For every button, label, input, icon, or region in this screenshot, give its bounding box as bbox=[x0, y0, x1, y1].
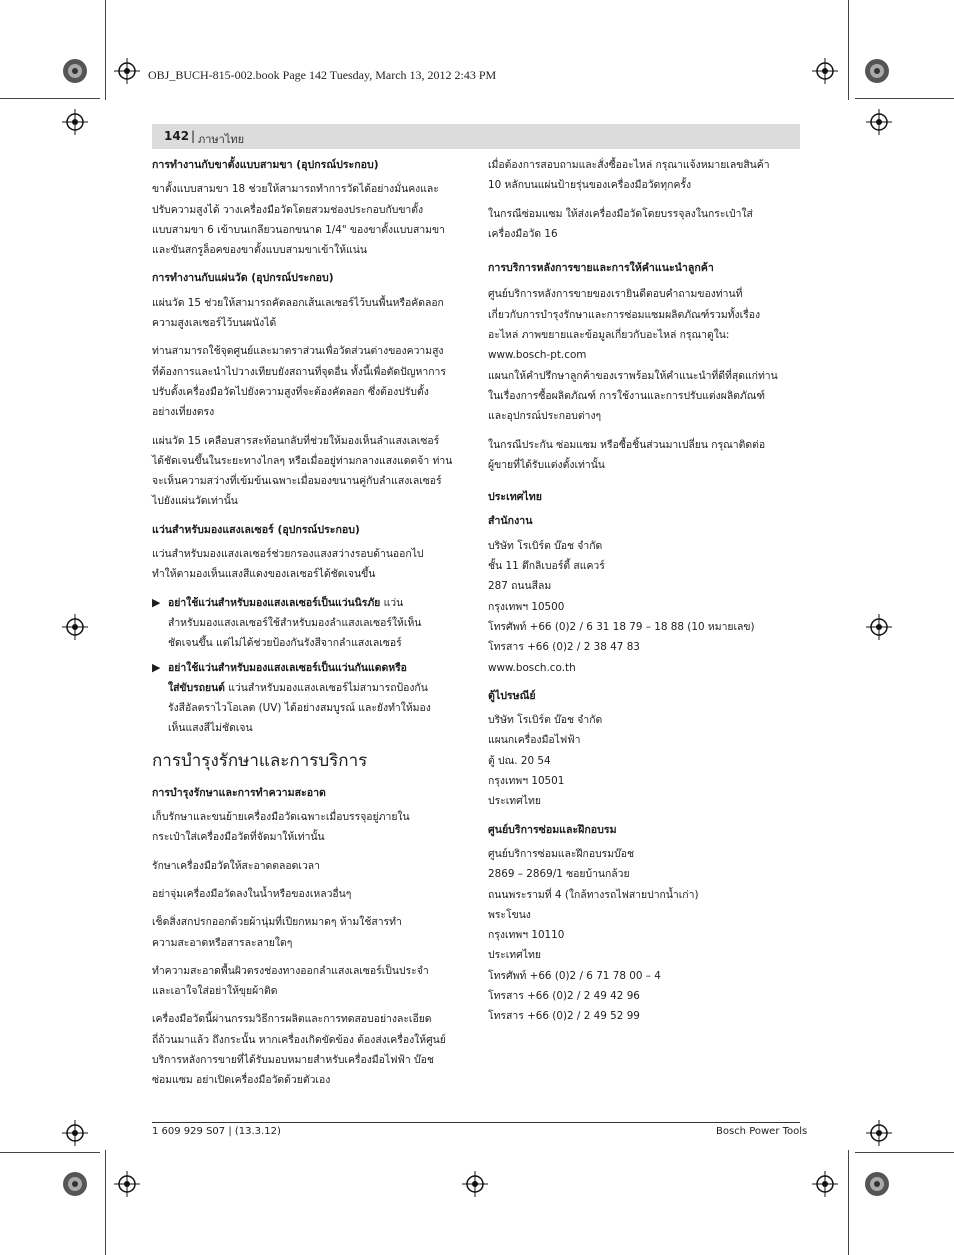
text-line: ศูนย์บริการซ่อมและฝึกอบรมบ๊อช bbox=[488, 847, 634, 860]
text-line: บริษัท โรเบิร์ต บ๊อช จำกัด bbox=[488, 714, 603, 727]
arrow-bullet-icon: ▶ bbox=[152, 660, 161, 674]
service-p1 bbox=[488, 284, 798, 345]
text-line: กรุงเทพฯ 10501 bbox=[488, 775, 565, 788]
service-p2 bbox=[488, 366, 798, 427]
text-line: เครื่องมือวัด 16 bbox=[488, 227, 558, 240]
color-registration-mark-icon bbox=[864, 58, 890, 84]
text-line: เกี่ยวกับการบำรุงรักษาและการซ่อมแซมผลิตภัณฑ์รวมทั้งเรื่อง bbox=[488, 308, 761, 321]
text-line: ถี่ถ้วนมาแล้ว ถึงกระนั้น หากเครื่องเกิดขัดข้อง ต้องส่งเครื่องให้ศูนย์ bbox=[152, 1033, 446, 1046]
spare-parts-paragraph bbox=[488, 155, 798, 196]
service-heading: การบริการหลังการขายและการให้คำแนะนำลูกค้า bbox=[488, 262, 714, 275]
service-p3 bbox=[488, 435, 798, 476]
text-line: กรุงเทพฯ 10500 bbox=[488, 600, 565, 613]
office-address bbox=[488, 536, 798, 678]
crosshair-registration-icon bbox=[62, 109, 88, 135]
footer-brand: Bosch Power Tools bbox=[716, 1126, 808, 1137]
color-registration-mark-icon bbox=[864, 1171, 890, 1197]
bosch-pt-link[interactable] bbox=[488, 345, 798, 365]
country-heading: ประเทศไทย bbox=[488, 491, 542, 504]
text-line: แผนกให้คำปรึกษาลูกค้าของเราพร้อมให้คำแนะนำที่ดีที่สุดแก่ท่าน bbox=[488, 369, 778, 382]
text-line: เห็นแสงสีไม่ชัดเจน bbox=[168, 722, 253, 735]
repair-center-heading: ศูนย์บริการซ่อมและฝึกอบรม bbox=[488, 823, 617, 836]
text-line: ขาตั้งแบบสามขา 18 ช่วยให้สามารถทำการวัดได้อย่างมั่นคงและ bbox=[152, 183, 439, 196]
text-line: ผู้ขายที่ได้รับแต่งตั้งเท่านั้น bbox=[488, 458, 605, 471]
bullet-bold-text: อย่าใช้แว่นสำหรับมองแสงเลเซอร์เป็นแว่นนิรภัย bbox=[168, 596, 381, 609]
tripod-paragraph bbox=[152, 179, 462, 260]
text-line: ประเทศไทย bbox=[488, 795, 541, 808]
repair-center-address bbox=[488, 844, 798, 1027]
arrow-bullet-icon: ▶ bbox=[152, 595, 161, 609]
crop-line bbox=[855, 1152, 954, 1153]
text-line: ทำให้ตามองเห็นแสงสีแดงของเลเซอร์ได้ชัดเจนขึ้น bbox=[152, 568, 376, 581]
text-line: ในกรณีประกัน ซ่อมแซม หรือซื้อชิ้นส่วนมาเปลี่ยน กรุณาติดต่อ bbox=[488, 438, 766, 451]
text-line: เก็บรักษาและขนย้ายเครื่องมือวัดเฉพาะเมื่อบรรจุอยู่ภายใน bbox=[152, 811, 410, 824]
text-line: แว่นสำหรับมองแสงเลเซอร์ช่วยกรองแสงสว่างรอบด้านออกไป bbox=[152, 548, 424, 561]
text-line: รักษาเครื่องมือวัดให้สะอาดตลอดเวลา bbox=[152, 859, 320, 872]
target-plate-p3 bbox=[152, 431, 462, 512]
text-line: บริการหลังการขายที่ได้รับมอบหมายสำหรับเครื่องมือไฟฟ้า บ๊อช bbox=[152, 1053, 434, 1066]
text-line: โทรสาร +66 (0)2 / 2 38 47 83 bbox=[488, 641, 640, 654]
cleaning-p2 bbox=[152, 856, 462, 876]
cleaning-p5 bbox=[152, 961, 462, 1002]
text-line: ศูนย์บริการหลังการขายของเรายินดีตอบคำถามของท่านที่ bbox=[488, 288, 743, 301]
crosshair-registration-icon bbox=[114, 1171, 140, 1197]
text-line: ประเทศไทย bbox=[488, 949, 541, 962]
bosch-th-link[interactable]: www.bosch.co.th bbox=[488, 661, 576, 674]
text-line: ความสูงเลเซอร์ไว้บนผนังได้ bbox=[152, 317, 277, 330]
language-label: ภาษาไทย bbox=[198, 133, 245, 146]
text-line: บริษัท โรเบิร์ต บ๊อช จำกัด bbox=[488, 539, 603, 552]
text-line: ได้ชัดเจนขึ้นในระยะทางไกลๆ หรือเมื่ออยู่ท่ามกลางแสงแดดจ้า ท่าน bbox=[152, 454, 453, 467]
cleaning-p3 bbox=[152, 884, 462, 904]
text-line: เมื่อต้องการสอบถามและสั่งซื้ออะไหล่ กรุณาแจ้งหมายเลขสินค้า bbox=[488, 159, 770, 171]
bullet-bold-text: อย่าใช้แว่นสำหรับมองแสงเลเซอร์เป็นแว่นกันแดดหรือ bbox=[168, 661, 407, 674]
text-line: ปรับความสูงได้ วางเครื่องมือวัดโดยสวมช่องประกอบกับขาตั้ง bbox=[152, 203, 424, 216]
text-line: ปรับตั้งเครื่องมือวัดไปยังความสูงที่จะต้องคัดลอก ซึ่งต้องปรับตั้ง bbox=[152, 385, 429, 398]
page-header-bar bbox=[152, 124, 800, 149]
crosshair-registration-icon bbox=[866, 614, 892, 640]
text-line: ทำความสะอาดพื้นผิวตรงช่องทางออกลำแสงเลเซอร์เป็นประจำ bbox=[152, 964, 429, 977]
text-line: โทรสาร +66 (0)2 / 2 49 52 99 bbox=[488, 1010, 640, 1023]
text-line: กระเป๋าใส่เครื่องมือวัดที่จัดมาให้เท่านั้น bbox=[152, 831, 325, 844]
text-line: ความสะอาดหรือสารละลายใดๆ bbox=[152, 936, 293, 949]
page-number: 142 bbox=[164, 129, 190, 143]
text-line: แผ่นวัด 15 เคลือบสารสะท้อนกลับที่ช่วยให้มองเห็นลำแสงเลเซอร์ bbox=[152, 434, 440, 447]
text-line: รังสีอัลตราไวโอเลต (UV) ได้อย่างสมบูรณ์ และยังทำให้มอง bbox=[168, 702, 431, 715]
pobox-heading: ตู้ไปรษณีย์ bbox=[488, 689, 536, 702]
glasses-heading: แว่นสำหรับมองแสงเลเซอร์ (อุปกรณ์ประกอบ) bbox=[152, 523, 360, 536]
text-line: กรุงเทพฯ 10110 bbox=[488, 929, 565, 942]
text-line: สำหรับมองแสงเลเซอร์ใช้สำหรับมองลำแสงเลเซอร์ให้เห็น bbox=[168, 616, 422, 629]
cleaning-heading: การบำรุงรักษาและการทำความสะอาด bbox=[152, 786, 326, 799]
glasses-intro bbox=[152, 544, 462, 585]
target-plate-p1 bbox=[152, 293, 462, 334]
crop-line bbox=[105, 1150, 106, 1255]
warning-bullet-sunglasses bbox=[152, 658, 462, 739]
crop-line bbox=[855, 98, 954, 99]
text-line: จะเห็นความสว่างที่เข้มข้นเฉพาะเมื่อมองขนานคู่กับลำแสงเลเซอร์ bbox=[152, 475, 442, 488]
print-slug: OBJ_BUCH-815-002.book Page 142 Tuesday, March 13, 2012 2:43 PM bbox=[148, 68, 497, 82]
repair-shipping-paragraph bbox=[488, 204, 798, 245]
text-line: ถนนพระรามที่ 4 (ใกล้ทางรถไฟสายปากน้ำเก่า) bbox=[488, 888, 699, 901]
crosshair-registration-icon bbox=[866, 1120, 892, 1146]
target-plate-p2 bbox=[152, 341, 462, 422]
text-line: ในเรื่องการซื้อผลิตภัณฑ์ การใช้งานและการปรับแต่งผลิตภัณฑ์ bbox=[488, 389, 766, 402]
text-line: อย่างเที่ยงตรง bbox=[152, 406, 215, 419]
text-line: อะไหล่ ภาพขยายและข้อมูลเกี่ยวกับอะไหล่ กรุณาดูใน: bbox=[488, 329, 730, 342]
crosshair-registration-icon bbox=[812, 58, 838, 84]
text-line: ที่ต้องการและนำไปวางเทียบยังสถานที่จุดอื่น ทั้งนี้เพื่อตัดปัญหาการ bbox=[152, 365, 446, 378]
office-heading: สำนักงาน bbox=[488, 515, 533, 528]
cleaning-p6 bbox=[152, 1009, 462, 1090]
text-line: แผนกเครื่องมือไฟฟ้า bbox=[488, 734, 581, 747]
cleaning-p1 bbox=[152, 807, 462, 848]
text-line: ชั้น 11 ตึกลิเบอร์ตี้ สแควร์ bbox=[488, 560, 605, 573]
text-line: 2869 – 2869/1 ซอยบ้านกล้วย bbox=[488, 868, 630, 881]
header-separator: | bbox=[191, 129, 196, 143]
crop-line bbox=[105, 0, 106, 100]
warning-bullet-safety-glasses bbox=[152, 593, 462, 654]
text-line: และเอาใจใส่อย่าให้ขุยผ้าติด bbox=[152, 985, 278, 998]
crosshair-registration-icon bbox=[866, 109, 892, 135]
text-line: ไปยังแผ่นวัดเท่านั้น bbox=[152, 495, 238, 508]
text-line: แผ่นวัด 15 ช่วยให้สามารถคัดลอกเส้นเลเซอร์ไว้บนพื้นหรือคัดลอก bbox=[152, 296, 444, 309]
crop-line bbox=[848, 0, 849, 100]
target-plate-heading: การทำงานกับแผ่นวัด (อุปกรณ์ประกอบ) bbox=[152, 272, 334, 285]
bullet-bold-text: ใส่ขับรถยนต์ bbox=[168, 681, 225, 694]
tripod-heading: การทำงานกับขาตั้งแบบสามขา (อุปกรณ์ประกอบ) bbox=[152, 159, 379, 171]
crosshair-registration-icon bbox=[114, 58, 140, 84]
text-line: และขันสกรูล็อคของขาตั้งแบบสามขาเข้าให้แน่น bbox=[152, 244, 367, 257]
right-column bbox=[488, 155, 798, 1035]
color-registration-mark-icon bbox=[62, 58, 88, 84]
text-line: ตู้ ปณ. 20 54 bbox=[488, 754, 551, 767]
url-text[interactable]: www.bosch-pt.com bbox=[488, 349, 587, 362]
color-registration-mark-icon bbox=[62, 1171, 88, 1197]
text-line: ในกรณีซ่อมแซม ให้ส่งเครื่องมือวัดโดยบรรจุลงในกระเป๋าใส่ bbox=[488, 207, 753, 220]
text-line: และอุปกรณ์ประกอบต่างๆ bbox=[488, 410, 602, 423]
text-line: ชัดเจนขึ้น แต่ไม่ได้ช่วยป้องกันรังสีจากลำแสงเลเซอร์ bbox=[168, 637, 402, 650]
text-line: ท่านสามารถใช้จุดศูนย์และมาตราส่วนเพื่อวัดส่วนต่างของความสูง bbox=[152, 345, 444, 358]
text-line: ซ่อมแซม อย่าเปิดเครื่องมือวัดด้วยตัวเอง bbox=[152, 1074, 331, 1087]
footer-doc-number: 1 609 929 S07 | (13.3.12) bbox=[152, 1126, 281, 1137]
left-column bbox=[152, 155, 462, 1099]
crosshair-registration-icon bbox=[62, 614, 88, 640]
footer-rule bbox=[152, 1122, 800, 1123]
text-line: โทรศัพท์ +66 (0)2 / 6 31 18 79 – 18 88 (10 หมายเลข) bbox=[488, 620, 755, 633]
text-line: อย่าจุ่มเครื่องมือวัดลงในน้ำหรือของเหลวอื่นๆ bbox=[152, 887, 352, 900]
text-line: เครื่องมือวัดนี้ผ่านกรรมวิธีการผลิตและการทดสอบอย่างละเอียด bbox=[152, 1013, 432, 1026]
crop-line bbox=[848, 1150, 849, 1255]
text-line: 10 หลักบนแผ่นป้ายรุ่นของเครื่องมือวัดทุกครั้ง bbox=[488, 179, 692, 192]
text-line: โทรสาร +66 (0)2 / 2 49 42 96 bbox=[488, 989, 640, 1002]
pobox-address bbox=[488, 710, 798, 811]
cleaning-p4 bbox=[152, 912, 462, 953]
text-line: โทรศัพท์ +66 (0)2 / 6 71 78 00 – 4 bbox=[488, 969, 661, 982]
text-line: พระโขนง bbox=[488, 908, 531, 921]
crop-line bbox=[0, 1152, 100, 1153]
text-line: 287 ถนนสีลม bbox=[488, 580, 552, 593]
bullet-text: แว่น bbox=[380, 596, 404, 609]
maintenance-section-title: การบำรุงรักษาและการบริการ bbox=[152, 750, 368, 771]
crosshair-registration-icon bbox=[462, 1171, 488, 1197]
crop-line bbox=[0, 98, 100, 99]
crosshair-registration-icon bbox=[62, 1120, 88, 1146]
text-line: แบบสามขา 6 เข้าบนเกลียวนอกขนาด 1/4" ของขาตั้งแบบสามขา bbox=[152, 223, 445, 236]
crosshair-registration-icon bbox=[812, 1171, 838, 1197]
bullet-text: แว่นสำหรับมองแสงเลเซอร์ไม่สามารถป้องกัน bbox=[224, 681, 428, 694]
text-line: เช็ดสิ่งสกปรกออกด้วยผ้านุ่มที่เปียกหมาดๆ ห้ามใช้สารทำ bbox=[152, 916, 402, 929]
